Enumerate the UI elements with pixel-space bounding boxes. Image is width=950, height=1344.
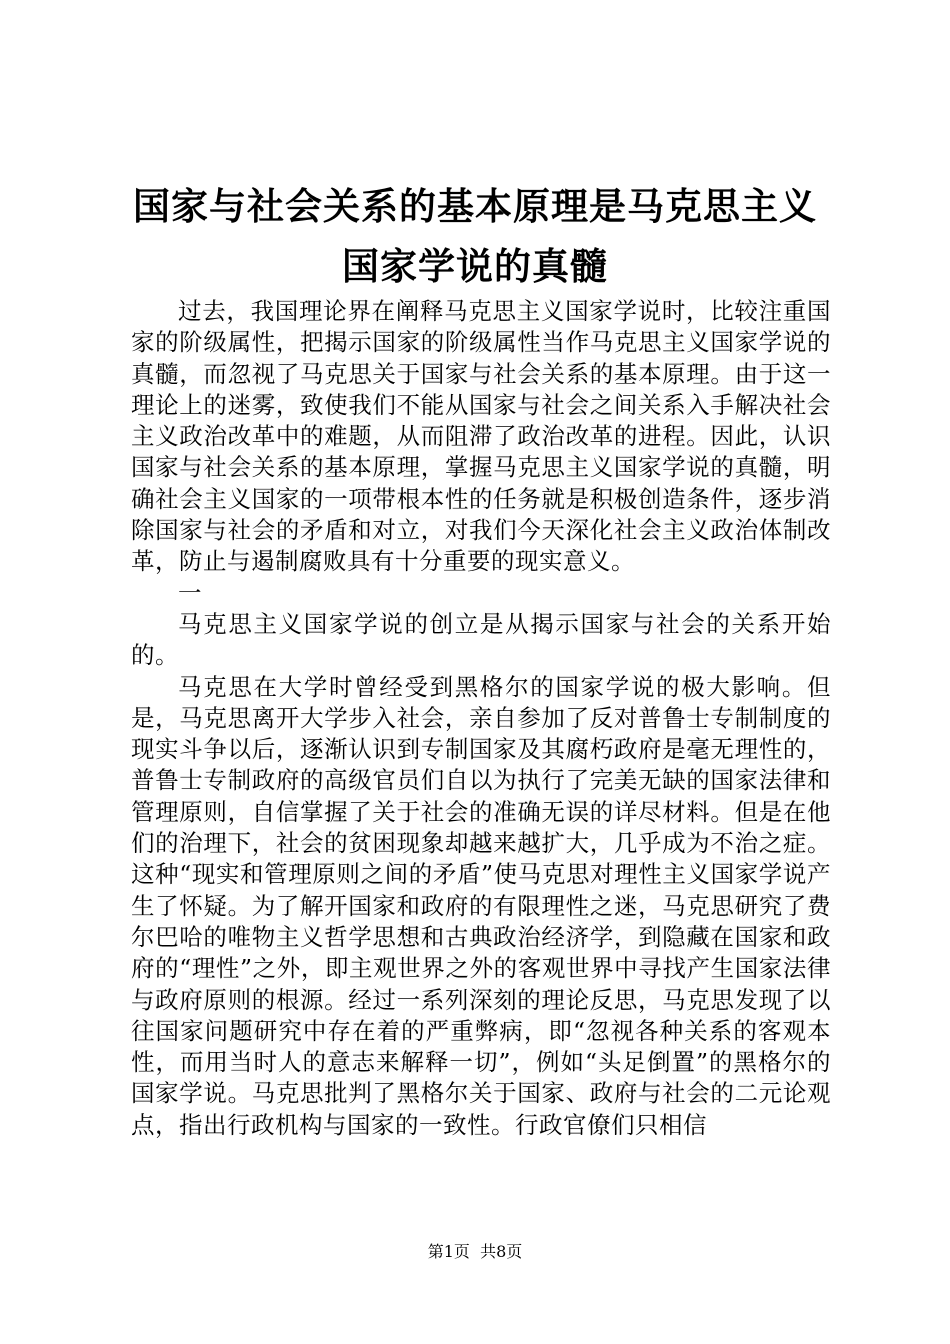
section-number: 一: [178, 578, 202, 607]
document-body: [131, 296, 831, 1141]
document-title: 国家与社会关系的基本原理是马克思主义国家学说的真髓: [133, 184, 817, 288]
page-total: 共8页: [480, 1242, 523, 1261]
page-footer: [0, 1240, 950, 1264]
page-number: 第1页: [427, 1242, 470, 1261]
paragraph-section-opening: 马克思主义国家学说的创立是从揭示国家与社会的关系开始的。: [131, 609, 831, 670]
paragraph-marx-hegel: 马克思在大学时曾经受到黑格尔的国家学说的极大影响。但是，马克思离开大学步入社会，亲自参加了反对普鲁士专制制度的现实斗争以后，逐渐认识到专制国家及其腐朽政府是毫无理性的，普鲁士专制政府的高级官员们自以为执行了完美无缺的国家法律和管理原则，自信掌握了关于社会的准确无误的详尽材料。但是在他们的治理下，社会的贫困现象却越来越扩大，几乎成为不治之症。这种“现实和管理原则之间的矛盾”使马克思对理性主义国家学说产生了怀疑。为了解开国家和政府的有限理性之迷，马克思研究了费尔巴哈的唯物主义哲学思想和古典政治经济学，到隐藏在国家和政府的“理性”之外，即主观世界之外的客观世界中寻找产生国家法律与政府原则的根源。经过一系列深刻的理论反思，马克思发现了以往国家问题研究中存在着的严重弊病，即“忽视各种关系的客观本性，而用当时人的意志来解释一切”，例如“头足倒置”的黑格尔的国家学说。马克思批判了黑格尔关于国家、政府与社会的二元论观点，指出行政机构与国家的一致性。行政官僚们只相信: [131, 672, 831, 1139]
paragraph-intro: 过去，我国理论界在阐释马克思主义国家学说时，比较注重国家的阶级属性，把揭示国家的阶级属性当作马克思主义国家学说的真髓，而忽视了马克思关于国家与社会关系的基本原理。由于这一理论上的迷雾，致使我们不能从国家与社会之间关系入手解决社会主义政治改革中的难题，从而阻滞了政治改革的进程。因此，认识国家与社会关系的基本原理，掌握马克思主义国家学说的真髓，明确社会主义国家的一项带根本性的任务就是积极创造条件，逐步消除国家与社会的矛盾和对立，对我们今天深化社会主义政治体制改革，防止与遏制腐败具有十分重要的现实意义。: [131, 297, 831, 576]
